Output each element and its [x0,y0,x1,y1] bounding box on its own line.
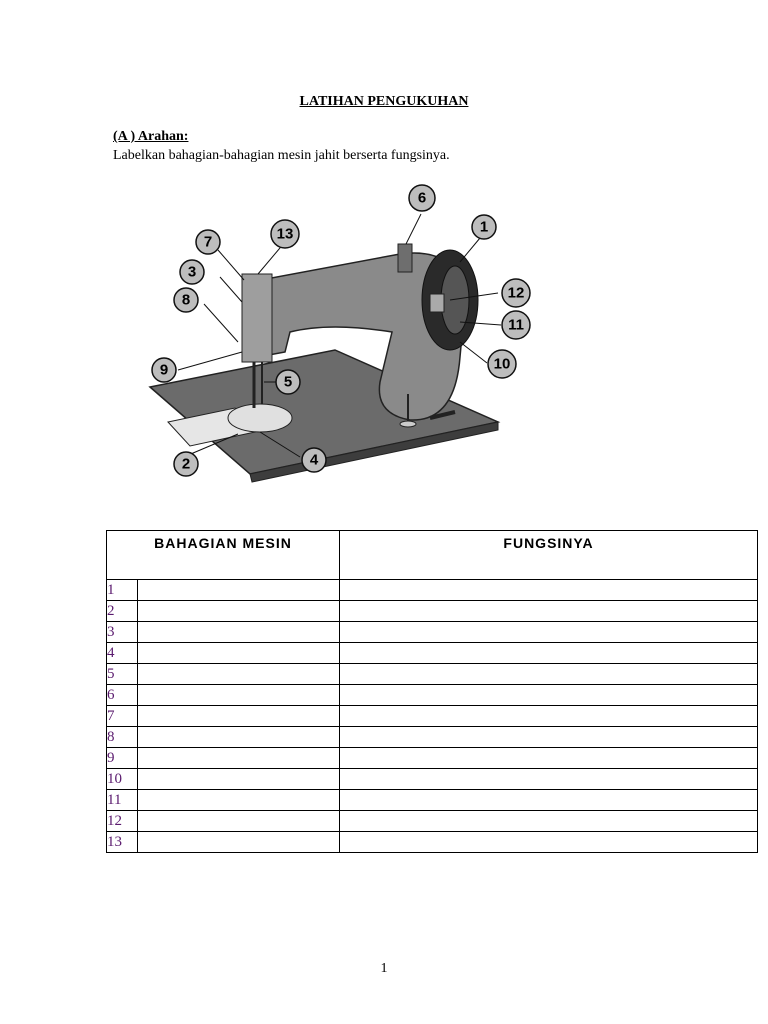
callout-6 [409,185,435,211]
row-number: 11 [107,790,138,811]
callout-12 [502,279,530,307]
row-number: 2 [107,601,138,622]
table-row [107,727,758,748]
callout-5 [276,370,300,394]
part-cell[interactable] [138,727,340,748]
function-cell[interactable] [340,643,758,664]
svg-text:3: 3 [187,263,197,281]
function-cell[interactable] [340,622,758,643]
row-number: 13 [107,832,138,853]
table-row [107,622,758,643]
table-row [107,706,758,727]
callout-11 [502,311,530,339]
answer-table [106,530,758,853]
svg-text:13: 13 [276,225,294,243]
table-row [107,769,758,790]
part-cell[interactable] [138,643,340,664]
callout-8 [174,288,198,312]
table-row [107,664,758,685]
svg-text:6: 6 [417,189,427,207]
svg-text:9: 9 [159,361,169,379]
function-cell[interactable] [340,790,758,811]
row-number: 8 [107,727,138,748]
callout-2 [174,452,198,476]
svg-text:12: 12 [507,284,525,302]
svg-text:7: 7 [203,233,213,251]
callout-7 [196,230,220,254]
function-cell[interactable] [340,727,758,748]
svg-text:2: 2 [181,455,191,473]
part-cell[interactable] [138,790,340,811]
function-cell[interactable] [340,685,758,706]
callout-9 [152,358,176,382]
page-title: LATIHAN PENGUKUHAN [299,94,469,109]
row-number: 10 [107,769,138,790]
row-number: 1 [107,580,138,601]
part-cell[interactable] [138,748,340,769]
table-row [107,685,758,706]
row-number: 3 [107,622,138,643]
callout-1 [472,215,496,239]
spool [398,244,412,272]
row-number: 7 [107,706,138,727]
callout-3 [180,260,204,284]
part-cell[interactable] [138,832,340,853]
header-fungsinya: FUNGSINYA [340,531,758,580]
machine-head [242,274,272,362]
function-cell[interactable] [340,769,758,790]
row-number: 5 [107,664,138,685]
needle-plate [228,404,292,432]
callout-13 [271,220,299,248]
function-cell[interactable] [340,832,758,853]
function-cell[interactable] [340,748,758,769]
part-cell[interactable] [138,601,340,622]
part-cell[interactable] [138,769,340,790]
part-cell[interactable] [138,811,340,832]
part-cell[interactable] [138,664,340,685]
function-cell[interactable] [340,580,758,601]
table-row [107,643,758,664]
table-row [107,790,758,811]
table-row [107,580,758,601]
row-number: 9 [107,748,138,769]
callout-10 [488,350,516,378]
sewing-machine-figure [130,182,550,500]
table-row [107,832,758,853]
section-heading: (A ) Arahan: [113,129,189,144]
table-row [107,748,758,769]
instruction-text: Labelkan bahagian-bahagian mesin jahit berserta fungsinya. [113,148,450,163]
callout-4 [302,448,326,472]
row-number: 6 [107,685,138,706]
function-cell[interactable] [340,601,758,622]
svg-text:4: 4 [309,451,319,469]
function-cell[interactable] [340,664,758,685]
svg-text:11: 11 [508,316,524,334]
row-number: 4 [107,643,138,664]
table-row [107,601,758,622]
svg-text:10: 10 [493,355,511,373]
answer-rows [107,580,758,853]
table-row [107,811,758,832]
part-cell[interactable] [138,685,340,706]
function-cell[interactable] [340,706,758,727]
part-cell[interactable] [138,622,340,643]
svg-text:5: 5 [283,373,293,391]
function-cell[interactable] [340,811,758,832]
header-bahagian-mesin: BAHAGIAN MESIN [107,531,340,580]
row-number: 12 [107,811,138,832]
svg-text:1: 1 [479,218,489,236]
part-cell[interactable] [138,580,340,601]
page-number: 1 [380,961,388,976]
part-cell[interactable] [138,706,340,727]
svg-text:8: 8 [181,291,191,309]
